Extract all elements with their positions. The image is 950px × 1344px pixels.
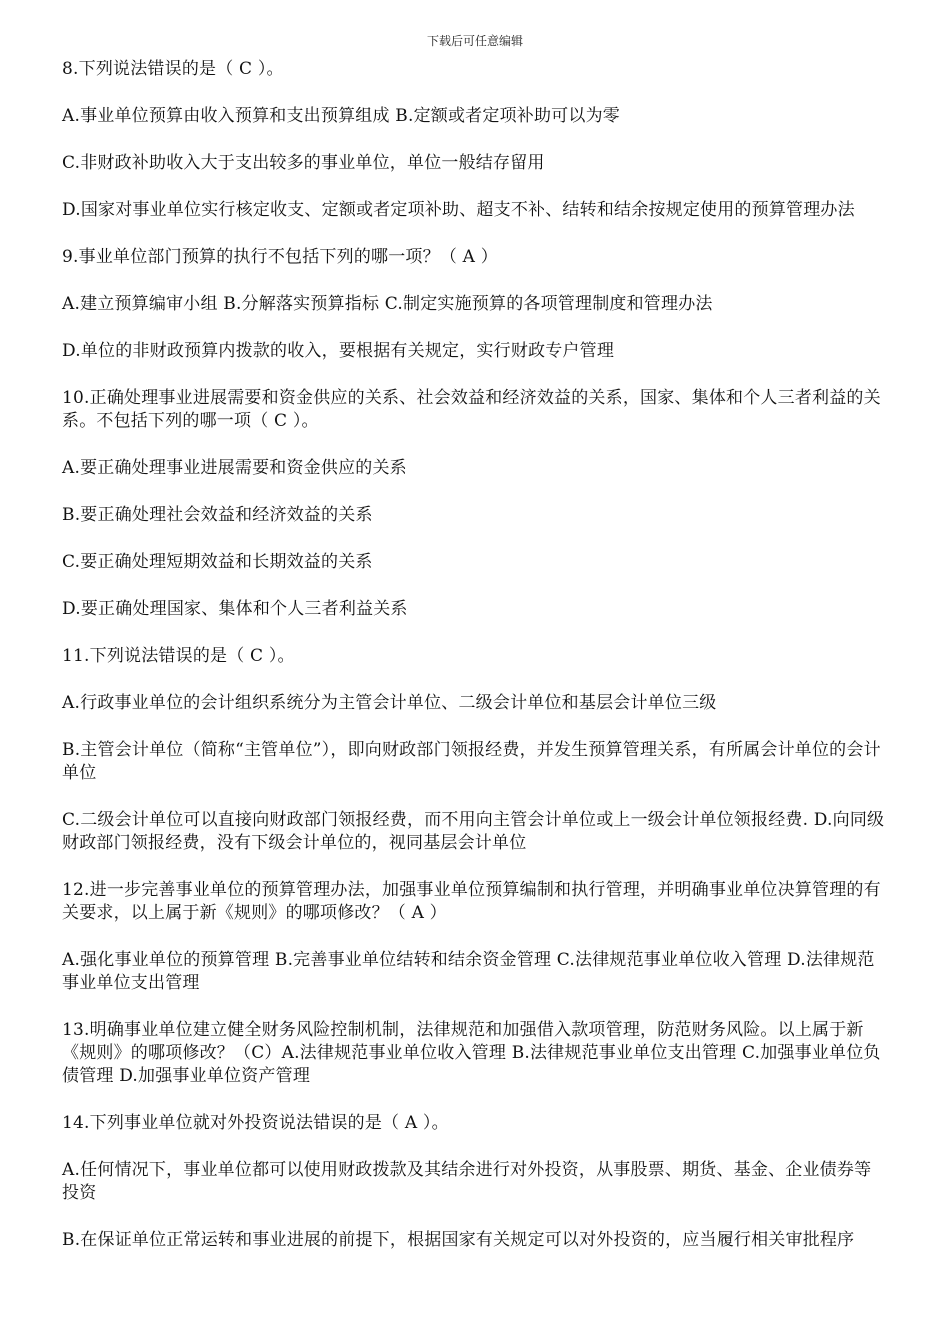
question-11-options-cd: C.二级会计单位可以直接向财政部门领报经费，而不用向主管会计单位或上一级会计单位领报经费. D.向同级财政部门领报经费，没有下级会计单位的，视同基层会计单位: [62, 810, 885, 853]
question-10-option-d: D.要正确处理国家、集体和个人三者利益关系: [62, 599, 408, 619]
question-11-option-a: A.行政事业单位的会计组织系统分为主管会计单位、二级会计单位和基层会计单位三级: [62, 693, 717, 713]
question-10-stem: 10.正确处理事业进展需要和资金供应的关系、社会效益和经济效益的关系，国家、集体和个人三者利益的关系。不包括下列的哪一项（ C ）。: [62, 388, 881, 431]
question-10-option-c: C.要正确处理短期效益和长期效益的关系: [62, 552, 373, 572]
question-13-stem-and-options: 13.明确事业单位建立健全财务风险控制机制，法律规范和加强借入款项管理，防范财务风险。以上属于新《规则》的哪项修改？（C）A.法律规范事业单位收入管理 B.法律规范事业单位支出管理 C.加强事业单位负债管理 D.加强事业单位资产管理: [62, 1020, 881, 1086]
question-9-option-d: D.单位的非财政预算内拨款的收入，要根据有关规定，实行财政专户管理: [62, 341, 615, 361]
question-10-option-b: B.要正确处理社会效益和经济效益的关系: [62, 505, 373, 525]
question-12-stem: 12.进一步完善事业单位的预算管理办法，加强事业单位预算编制和执行管理，并明确事业单位决算管理的有关要求，以上属于新《规则》的哪项修改？（ A ）: [62, 880, 881, 923]
question-8-options-ab: A.事业单位预算由收入预算和支出预算组成 B.定额或者定项补助可以为零: [62, 106, 620, 126]
question-11-stem: 11.下列说法错误的是（ C ）。: [62, 646, 295, 666]
question-8-option-d: D.国家对事业单位实行核定收支、定额或者定项补助、超支不补、结转和结余按规定使用的预算管理办法: [62, 200, 855, 220]
question-12-options: A.强化事业单位的预算管理 B.完善事业单位结转和结余资金管理 C.法律规范事业单位收入管理 D.法律规范事业单位支出管理: [62, 950, 875, 993]
question-9-options-abc: A.建立预算编审小组 B.分解落实预算指标 C.制定实施预算的各项管理制度和管理办法: [62, 294, 713, 314]
question-14-option-a: A.任何情况下，事业单位都可以使用财政拨款及其结余进行对外投资，从事股票、期货、基金、企业债券等投资: [62, 1160, 872, 1203]
question-8-option-c: C.非财政补助收入大于支出较多的事业单位，单位一般结存留用: [62, 153, 545, 173]
question-8-stem: 8.下列说法错误的是（ C ）。: [62, 59, 284, 79]
question-14-option-b: B.在保证单位正常运转和事业进展的前提下，根据国家有关规定可以对外投资的，应当履行相关审批程序: [62, 1230, 855, 1250]
page-header: 下载后可任意编辑: [426, 34, 523, 48]
document-body: [62, 58, 888, 1276]
question-10-option-a: A.要正确处理事业进展需要和资金供应的关系: [62, 458, 407, 478]
question-11-option-b: B.主管会计单位（简称“主管单位”），即向财政部门领报经费，并发生预算管理关系，有所属会计单位的会计单位: [62, 740, 881, 783]
question-14-stem: 14.下列事业单位就对外投资说法错误的是（ A ）。: [62, 1113, 449, 1133]
question-9-stem: 9.事业单位部门预算的执行不包括下列的哪一项？（ A ）: [62, 247, 498, 267]
